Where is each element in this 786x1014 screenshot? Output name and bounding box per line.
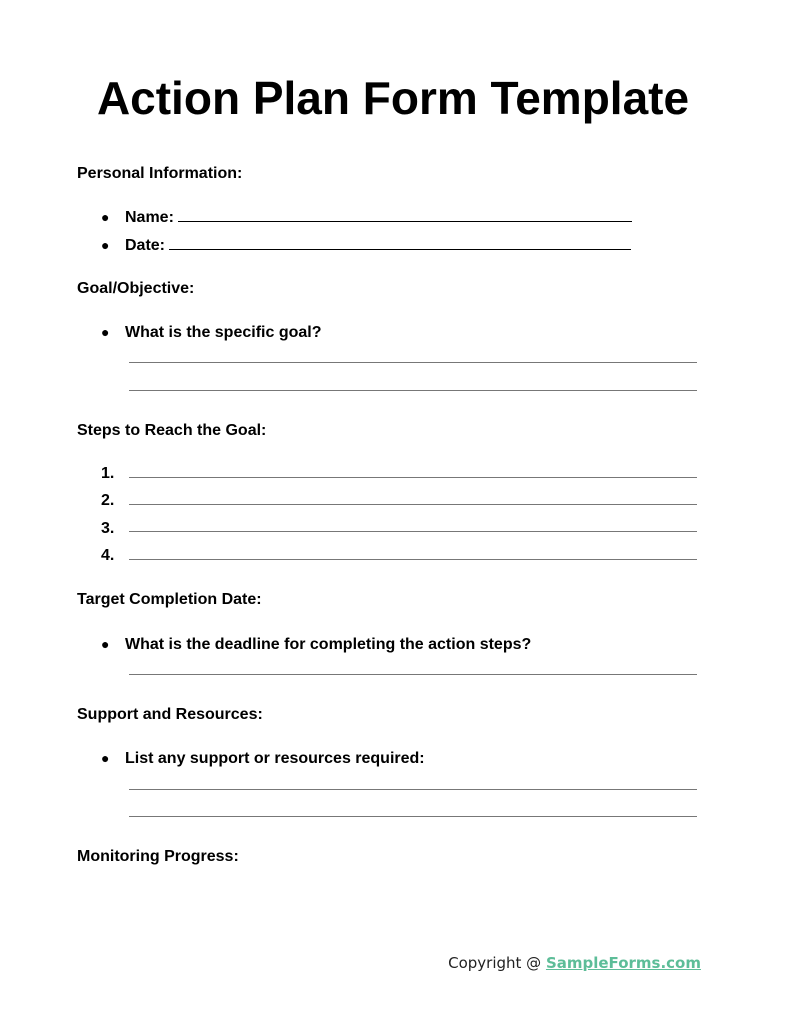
target-question: What is the deadline for completing the action steps? [125,636,532,653]
bullet-icon: ● [101,636,110,652]
target-question-row [101,634,531,655]
step-number: 2. [101,492,115,509]
step-number: 4. [101,547,115,564]
date-label: Date: [125,237,166,254]
goal-heading: Goal/Objective: [77,280,195,297]
step-row-2 [101,491,129,511]
step-line-2[interactable] [129,504,697,505]
support-answer-line-1[interactable] [129,789,697,790]
page-title: Action Plan Form Template [96,72,690,124]
step-row-4 [101,546,129,566]
bullet-icon: ● [101,209,110,225]
goal-answer-line-1[interactable] [129,362,697,363]
support-heading: Support and Resources: [77,706,263,723]
support-question-row [101,748,425,769]
target-answer-line[interactable] [129,674,697,675]
date-input-line[interactable] [169,235,631,250]
bullet-icon: ● [101,237,110,253]
date-field-row [101,235,631,256]
step-line-3[interactable] [129,531,697,532]
target-date-heading: Target Completion Date: [77,591,262,608]
step-number: 3. [101,520,115,537]
brand-link[interactable]: SampleForms.com [545,954,701,972]
goal-question: What is the specific goal? [125,324,322,341]
steps-heading: Steps to Reach the Goal: [77,422,267,439]
support-answer-line-2[interactable] [129,816,697,817]
copyright-text: Copyright @ [448,954,546,972]
bullet-icon: ● [101,750,110,766]
step-line-4[interactable] [129,559,697,560]
step-row-1 [101,464,129,484]
step-line-1[interactable] [129,477,697,478]
bullet-icon: ● [101,324,110,340]
name-label: Name: [125,209,174,226]
name-input-line[interactable] [178,207,632,222]
support-question: List any support or resources required: [125,750,425,767]
name-field-row [101,207,632,228]
monitoring-heading: Monitoring Progress: [77,848,239,865]
goal-question-row [101,322,321,343]
step-number: 1. [101,465,115,482]
step-row-3 [101,519,129,539]
goal-answer-line-2[interactable] [129,390,697,391]
copyright-footer [448,954,701,972]
personal-info-heading: Personal Information: [77,165,243,182]
